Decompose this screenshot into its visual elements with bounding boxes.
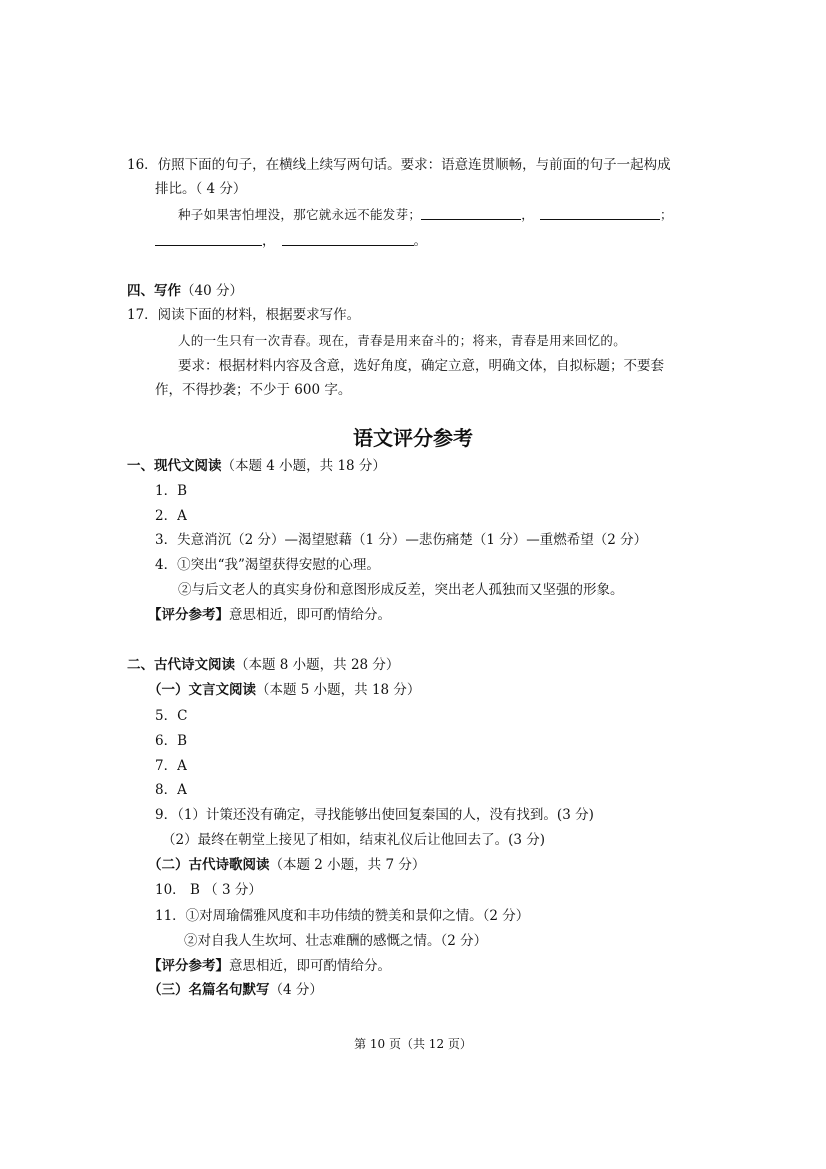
writing-score: （40 分） [181,283,243,299]
sec2-heading-line [127,655,399,675]
answer-blank-4[interactable] [282,231,414,246]
q16-line1: 16．仿照下面的句子，在横线上续写两句话。要求：语意连贯顺畅，与前面的句子一起构成 [127,157,671,173]
answer-7: 7．A [155,758,187,774]
q16-example-line [178,205,673,225]
writing-heading: 四、写作 [127,283,181,299]
answer-4b: ②与后文老人的真实身份和意图形成反差，突出老人孤独而又坚强的形象。 [178,582,624,598]
sec2-ref-line [148,956,391,976]
sec2-part1-line [148,680,420,700]
answer-blank-3[interactable] [155,231,262,246]
sec1-ref-line [148,605,391,625]
answer-1: 1．B [155,483,188,499]
ref-label: 【评分参考】 [148,958,229,974]
writing-material: 人的一生只有一次青春。现在，青春是用来奋斗的；将来，青春是用来回忆的。 [178,333,627,348]
q16-example: 种子如果害怕埋没，那它就永远不能发芽； [178,207,422,222]
answer-title: 语文评分参考 [353,426,473,450]
part2-heading: （二）古代诗歌阅读 [148,857,270,873]
answer-10: 10． B （ 3 分） [155,882,262,898]
page-footer: 第 10 页（共 12 页） [354,1037,472,1051]
part1-score: （本题 5 小题，共 18 分） [256,682,421,698]
answer-blank-1[interactable] [421,205,521,220]
part2-score: （本题 2 小题，共 7 分） [269,857,426,873]
comma: ， [262,233,276,249]
sec1-heading: 一、现代文阅读 [127,458,222,474]
sec2-score: （本题 8 小题，共 28 分） [235,657,400,673]
writing-req-line1: 要求：根据材料内容及含意，选好角度，确定立意，明确文体，自拟标题；不要套 [178,358,664,374]
answer-11b: ②对自我人生坎坷、壮志难酬的感慨之情。（2 分） [184,933,488,949]
sec2-heading: 二、古代诗文阅读 [127,657,235,673]
ref-text: 意思相近，即可酌情给分。 [229,607,391,623]
answer-8: 8．A [155,782,187,798]
part3-heading: （三）名篇名句默写 [148,982,270,998]
answer-11a: 11．①对周瑜儒雅风度和丰功伟绩的赞美和景仰之情。（2 分） [155,908,530,924]
answer-3: 3．失意消沉（2 分）—渴望慰藉（1 分）—悲伤痛楚（1 分）—重燃希望（2 分） [155,532,648,548]
period: 。 [413,233,427,249]
writing-req-line2: 作，不得抄袭；不少于 600 字。 [155,382,352,398]
answer-4a: 4．①突出“我”渴望获得安慰的心理。 [155,557,380,573]
sec1-heading-line [127,456,386,476]
sec1-score: （本题 4 小题，共 18 分） [221,458,386,474]
answer-5: 5．C [155,708,188,724]
semicolon: ； [660,207,673,222]
ref-label: 【评分参考】 [148,607,229,623]
sec2-part2-line [148,855,425,875]
answer-9a: 9．（1）计策还没有确定，寻找能够出使回复秦国的人，没有找到。(3 分) [155,807,594,823]
q16-blank-line [155,231,427,251]
writing-heading-line [127,281,243,301]
q16-line2: 排比。（ 4 分） [155,181,247,197]
part3-score: （4 分） [269,982,323,998]
answer-9b: （2）最终在朝堂上接见了相如，结束礼仪后让他回去了。(3 分) [162,832,546,848]
q17-line: 17．阅读下面的材料，根据要求写作。 [127,307,361,323]
ref-text: 意思相近，即可酌情给分。 [229,958,391,974]
sec2-part3-line [148,980,323,1000]
answer-blank-2[interactable] [540,205,660,220]
part1-heading: （一）文言文阅读 [148,682,256,698]
comma: ， [521,207,535,222]
answer-6: 6．B [155,733,188,749]
answer-2: 2．A [155,508,187,524]
